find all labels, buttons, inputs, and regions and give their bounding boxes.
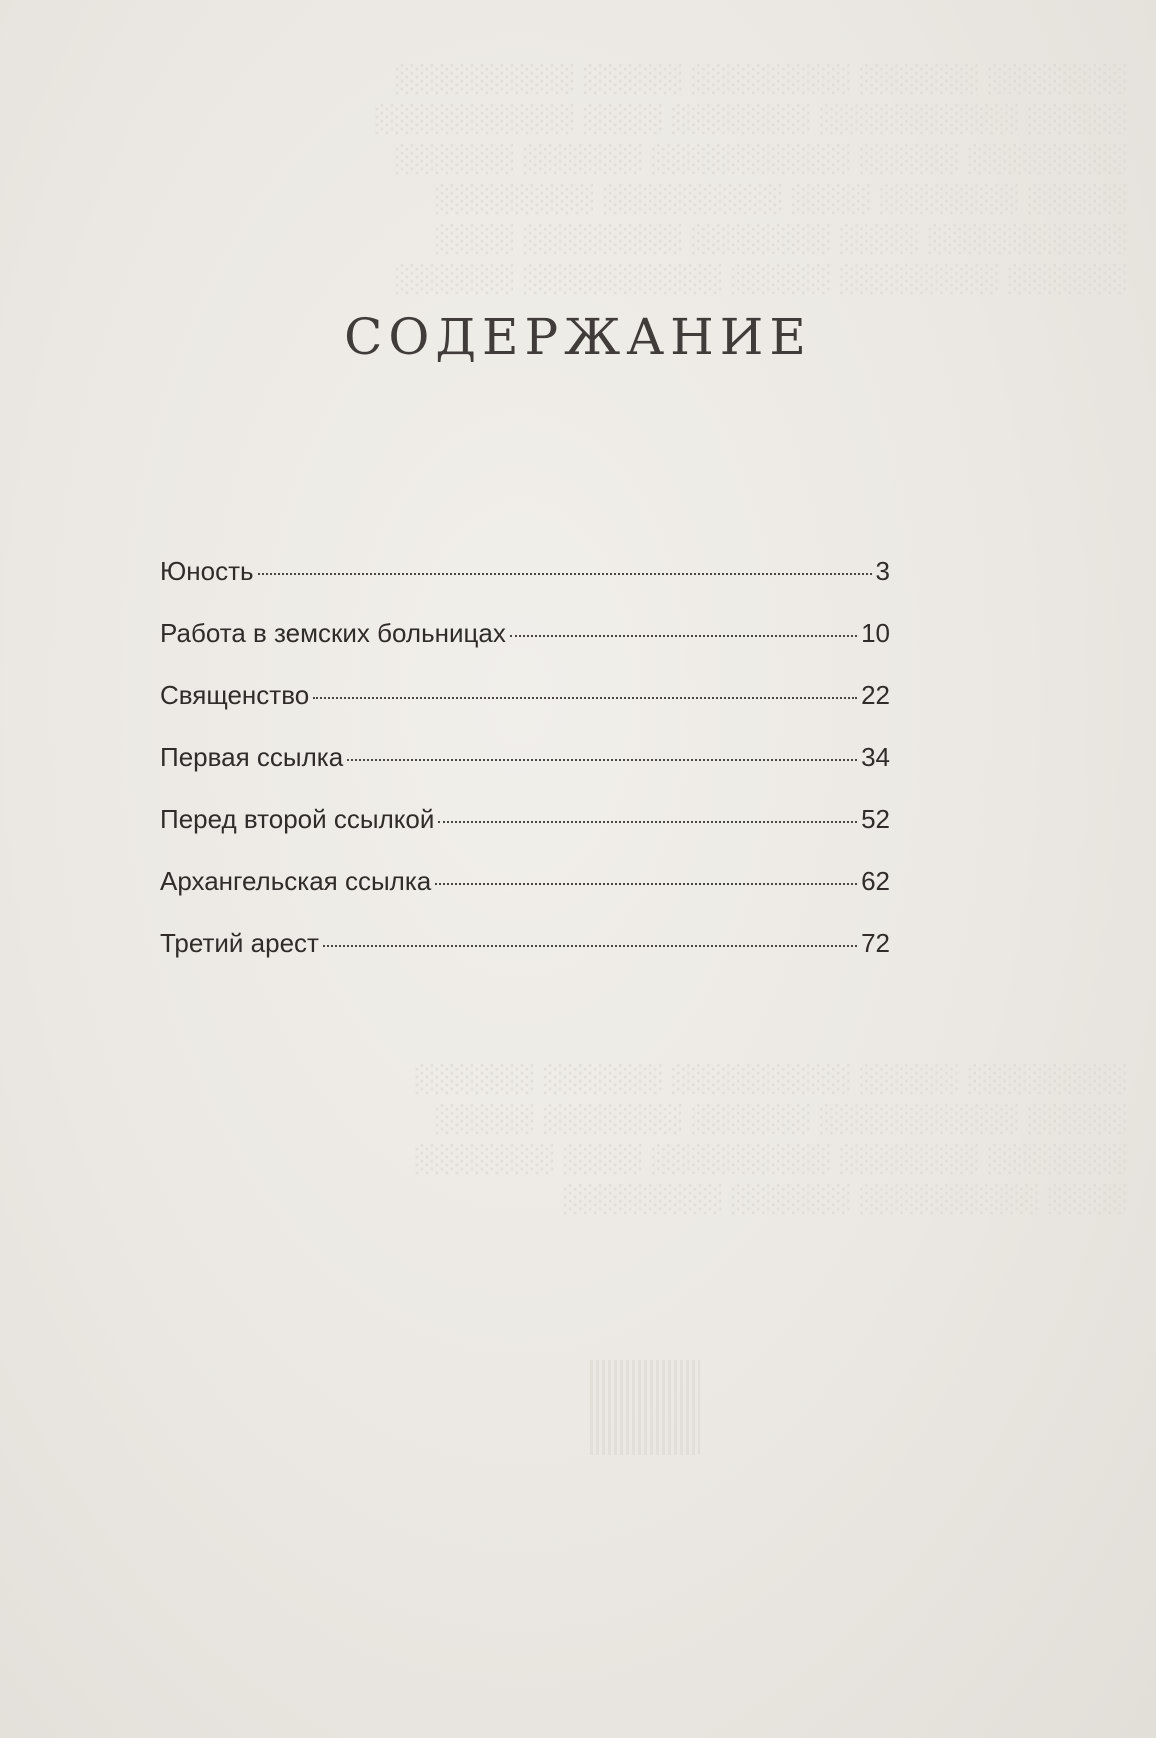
toc-entry-page: 62 <box>861 866 890 896</box>
show-through-barcode <box>590 1360 700 1455</box>
toc-leader-dots <box>258 573 872 575</box>
show-through-text-bottom: ░░░░░░░░ ░░░░░ ░░░░░░░░░ ░░░░░░ ░░░░░░ ░░░░░ ░░░░░░░░░░ ░░░░░░ ░░░░░░░ ░░░░░ ░░░░░░░ ░░░░░░░ ░░░░░░░░░ ░░░░ ░░░░░░░ ░░░░ ░░░░░░░░░ ░░░░░░ ░░░░░░░░ <box>413 1065 1126 1215</box>
toc-leader-dots <box>323 945 857 947</box>
toc-leader-dots <box>510 635 857 637</box>
page-title: СОДЕРЖАНИЕ <box>344 308 812 366</box>
toc-entry-label: Архангельская ссылка <box>160 866 432 896</box>
table-of-contents <box>160 556 890 990</box>
toc-entry-page: 52 <box>861 804 890 834</box>
toc-leader-dots <box>313 697 857 699</box>
toc-entry-label: Священство <box>160 680 310 710</box>
toc-entry <box>160 680 890 742</box>
toc-entry <box>160 618 890 680</box>
toc-leader-dots <box>438 821 857 823</box>
toc-leader-dots <box>435 883 857 885</box>
toc-entry-label: Перед второй ссылкой <box>160 804 435 834</box>
toc-entry <box>160 866 890 928</box>
toc-entry-label: Третий арест <box>160 928 319 958</box>
toc-entry-page: 22 <box>861 680 890 710</box>
toc-entry-label: Работа в земских больницах <box>160 618 506 648</box>
toc-entry-page: 34 <box>861 742 890 772</box>
toc-entry <box>160 742 890 804</box>
toc-leader-dots <box>347 759 857 761</box>
toc-entry-page: 72 <box>861 928 890 958</box>
toc-entry-label: Первая ссылка <box>160 742 344 772</box>
toc-entry-page: 3 <box>875 556 890 586</box>
toc-entry <box>160 556 890 618</box>
show-through-text-top: ░░░░░░░ ░░░░░░ ░░░░░░░░ ░░░░░ ░░░░░░░░░ ░░░░░ ░░░░░░░░░░ ░░░░░░░ ░░░░ ░░░░░░░░░░ ░░░░░░░░ ░░░░░ ░░░░░░░░░░ ░░░░░░ ░░░░░░ ░░░░░ ░░░░░░░ ░░░░ ░░░░░░░░░ ░░░░░░░░ ░░░░░░░░░░ ░░░░ ░░░░░░░ ░░░░░░░░ ░░░░ ░░░░░░ ░░░░░░░░ ░░░░░ ░░░░░░░░░░ ░░░░░░ <box>373 65 1126 295</box>
toc-entry-page: 10 <box>861 618 890 648</box>
toc-entry-label: Юность <box>160 556 254 586</box>
toc-entry <box>160 804 890 866</box>
toc-entry <box>160 928 890 990</box>
